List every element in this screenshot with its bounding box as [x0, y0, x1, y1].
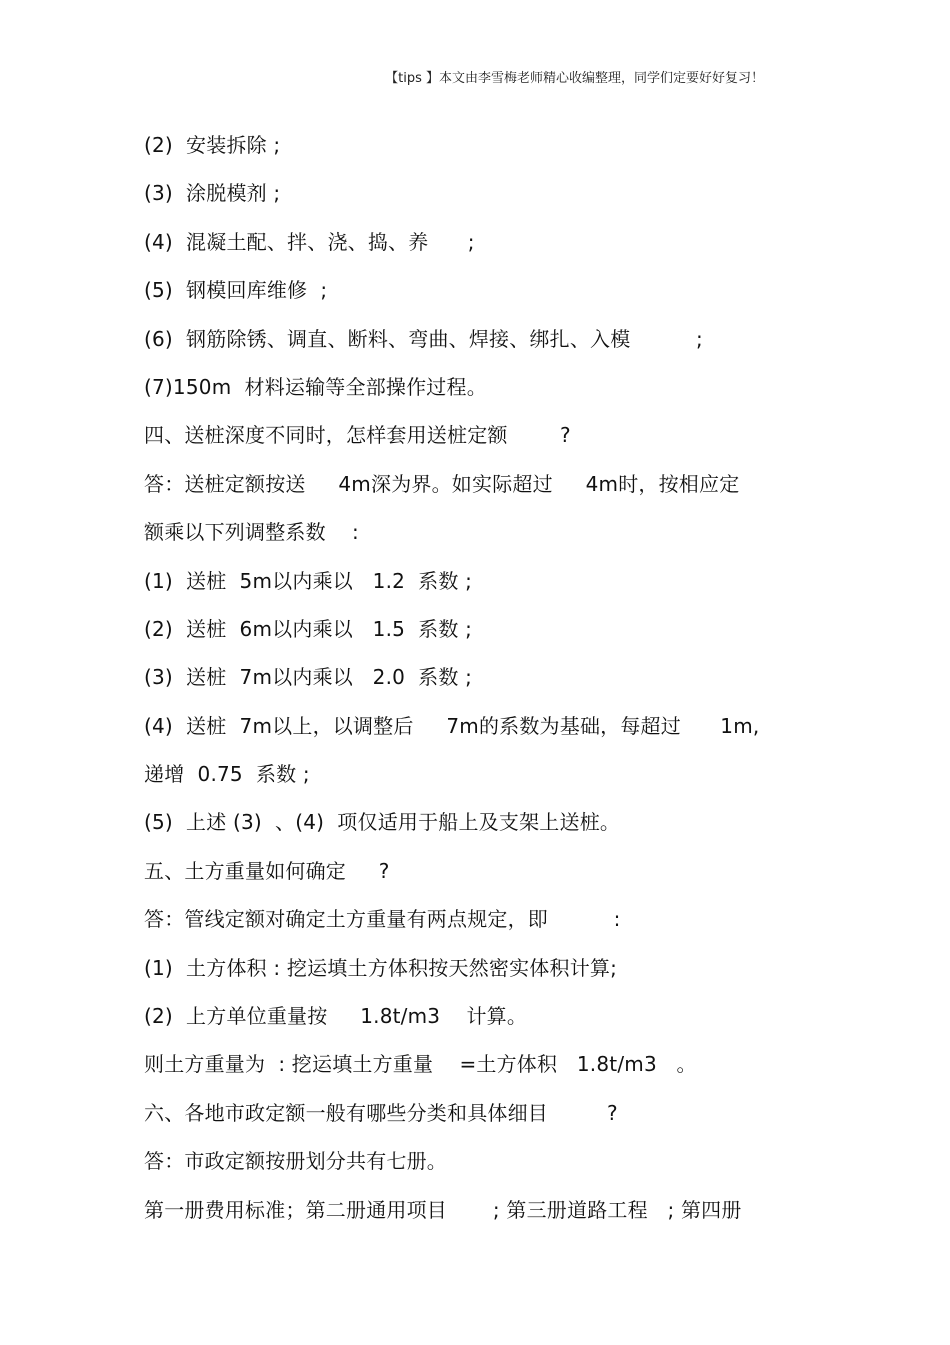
text-line: (2) 安装拆除 ;	[144, 133, 281, 157]
text-line: 第一册费用标准；第二册通用项目 ; 第三册道路工程 ; 第四册	[144, 1197, 742, 1222]
text-line: (2) 送桩 6m以内乘以 1.5 系数 ;	[144, 616, 473, 641]
text-line: (1) 送桩 5m以内乘以 1.2 系数 ;	[144, 568, 473, 593]
text-line: (4) 送桩 7m以上，以调整后 7m的系数为基础，每超过 1m,	[144, 713, 760, 738]
text-line: 则土方重量为 : 挖运填土方重量 =土方体积 1.8t/m3 。	[144, 1052, 697, 1077]
document-body	[144, 130, 824, 1243]
header-tip-note: 【tips 】本文由李雪梅老师精心收编整理，同学们定要好好复习！	[385, 71, 764, 86]
text-line: (1) 土方体积 : 挖运填土方体积按天然密实体积计算;	[144, 955, 618, 980]
answer-text: 答：送桩定额按送 4m深为界。如实际超过 4m时，按相应定	[144, 471, 740, 496]
answer-text: 答：管线定额对确定土方重量有两点规定，即 :	[144, 907, 621, 932]
text-line: (5) 钢模回库维修 ;	[144, 278, 328, 303]
text-line: (3) 涂脱模剂 ;	[144, 181, 281, 206]
text-line: (6) 钢筋除锈、调直、断料、弯曲、焊接、绑扎、入模 ;	[144, 326, 703, 351]
question-heading: 六、各地市政定额一般有哪些分类和具体细目 ?	[144, 1100, 618, 1125]
text-line: (5) 上述 (3) 、(4) 项仅适用于船上及支架上送桩。	[144, 810, 621, 835]
text-line: (2) 上方单位重量按 1.8t/m3 计算。	[144, 1004, 528, 1029]
text-line: 递增 0.75 系数 ;	[144, 762, 310, 787]
answer-text: 额乘以下列调整系数 :	[144, 520, 359, 545]
text-line: (3) 送桩 7m以内乘以 2.0 系数 ;	[144, 665, 473, 690]
answer-text: 答：市政定额按册划分共有七册。	[144, 1149, 447, 1174]
text-line: (4) 混凝土配、拌、浇、捣、养 ;	[144, 229, 475, 254]
question-heading: 四、送桩深度不同时，怎样套用送桩定额 ?	[144, 423, 571, 448]
text-line: (7)150m 材料运输等全部操作过程。	[144, 374, 487, 399]
question-heading: 五、土方重量如何确定 ?	[144, 858, 390, 883]
